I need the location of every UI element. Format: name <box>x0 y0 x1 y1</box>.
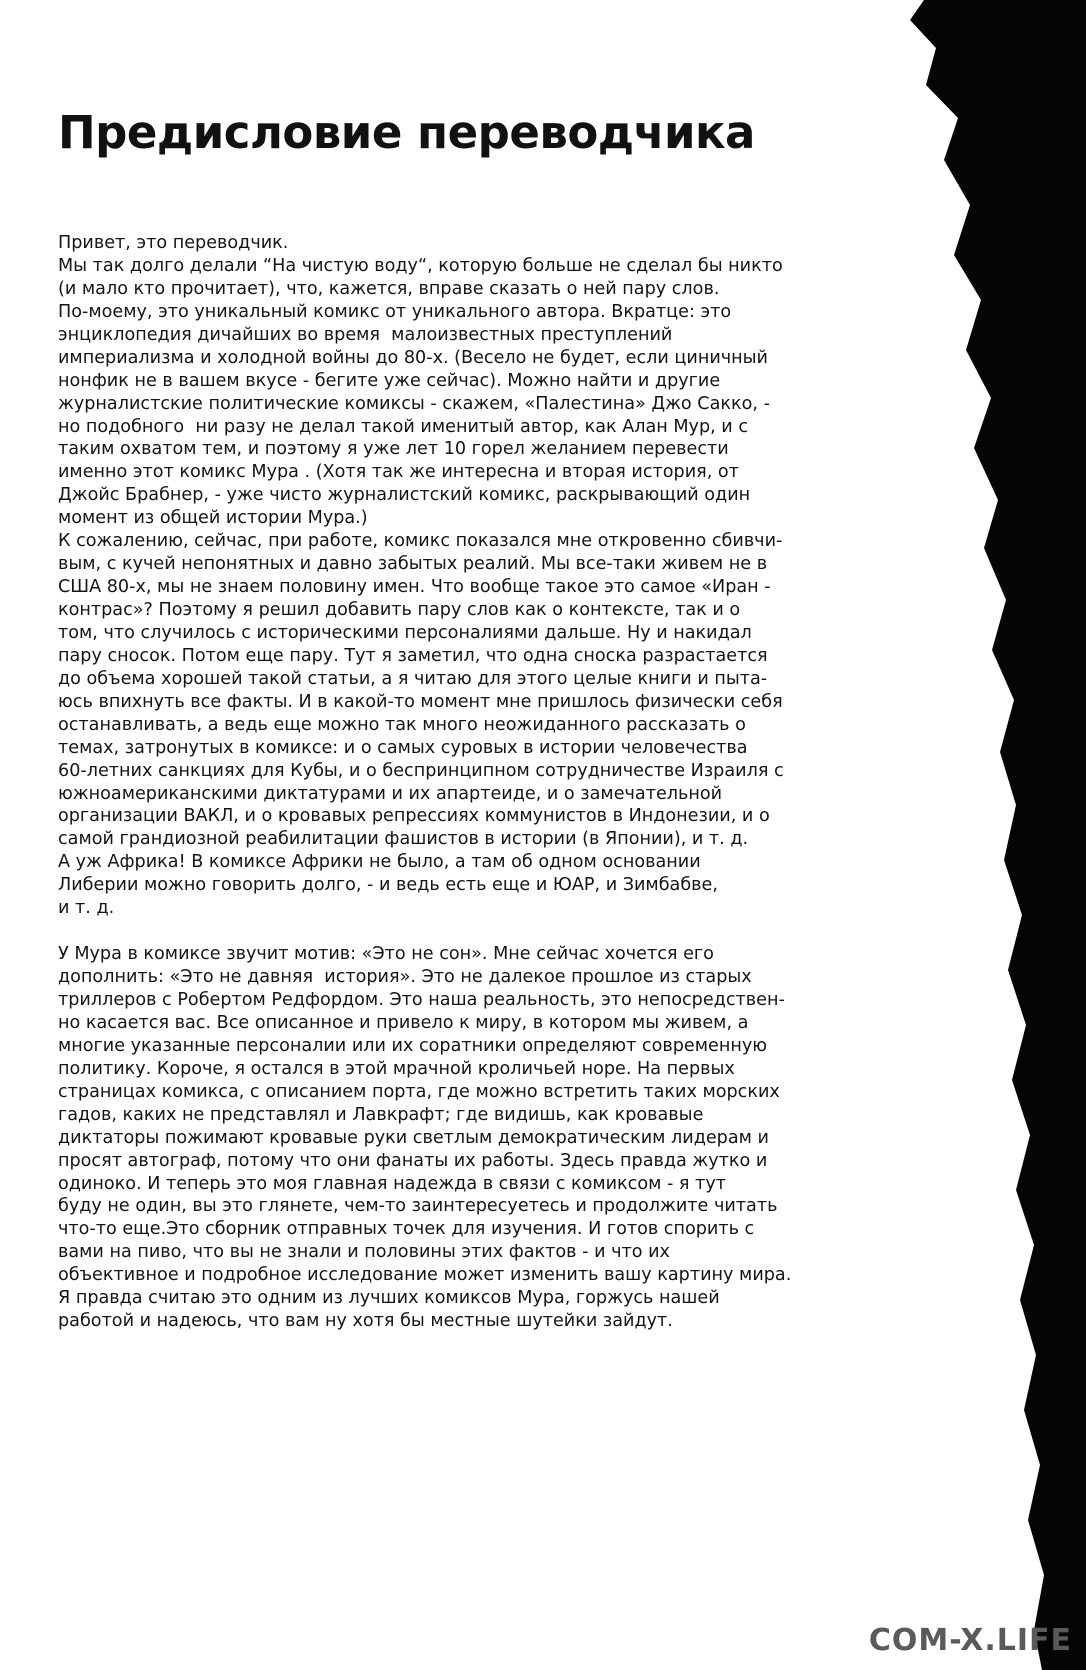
text-line: том, что случилось с историческими персоналиями дальше. Ну и накидал <box>58 622 752 643</box>
text-line: Привет, это переводчик. <box>58 233 289 253</box>
text-line: пару сносок. Потом еще пару. Тут я заметил, что одна сноска разрастается <box>58 645 768 666</box>
text-line: объективное и подробное исследование может изменить вашу картину мира. <box>58 1265 792 1286</box>
text-line: вым, с кучей непонятных и давно забытых реалий. Мы все-таки живем не в <box>58 554 768 575</box>
torn-black-edge <box>866 0 1086 1670</box>
paragraph-gap <box>58 920 848 943</box>
text-line: (и мало кто прочитает), что, кажется, вправе сказать о ней пару слов. <box>58 278 720 299</box>
text-line: контрас»? Поэтому я решил добавить пару слов как о контексте, так и о <box>58 600 741 620</box>
text-line: Мы так долго делали “На чистую воду“, которую больше не сделал бы никто <box>58 255 783 276</box>
text-line: до объема хорошей такой статьи, а я читаю для этого целые книги и пыта- <box>58 668 768 689</box>
text-line: многие указанные персоналии или их соратники определяют современную <box>58 1035 768 1056</box>
text-line: вами на пиво, что вы не знали и половины этих фактов - и что их <box>58 1242 670 1263</box>
text-line: останавливать, а ведь еще можно так много неожиданного рассказать о <box>58 714 746 735</box>
text-line: США 80-х, мы не знаем половину имен. Что вообще такое это самое «Иран - <box>58 577 771 598</box>
text-line: темах, затронутых в комиксе: и о самых суровых в истории человечества <box>58 737 748 758</box>
text-line: триллеров с Робертом Редфордом. Это наша реальность, это непосредствен- <box>58 990 785 1010</box>
page-title: Предисловие переводчика <box>58 106 755 159</box>
text-line: организации ВАКЛ, и о кровавых репрессиях коммунистов в Индонезии, и о <box>58 806 770 827</box>
text-line: Я правда считаю это одним из лучших комиксов Мура, горжусь нашей <box>58 1288 720 1309</box>
text-line: именно этот комикс Мура . (Хотя так же интересна и вторая история, от <box>58 462 739 483</box>
text-line: К сожалению, сейчас, при работе, комикс показался мне откровенно сбивчи- <box>58 531 783 552</box>
text-line: одиноко. И теперь это моя главная надежда в связи с комиксом - я тут <box>58 1173 727 1194</box>
text-line: но подобного ни разу не делал такой именитый автор, как Алан Мур, и с <box>58 416 749 437</box>
text-line: 60-летних санкциях для Кубы, и о беспринципном сотрудничестве Израиля с <box>58 760 784 781</box>
text-line: А уж Африка! В комиксе Африки не было, а там об одном основании <box>58 852 701 873</box>
text-line: что-то еще.Это сборник отправных точек для изучения. И готов спорить с <box>58 1219 755 1240</box>
site-watermark: COM-X.LIFE <box>868 1623 1072 1658</box>
text-line: дополнить: «Это не давняя история». Это не далекое прошлое из старых <box>58 967 752 988</box>
text-line: гадов, каких не представлял и Лавкрафт; где видишь, как кровавые <box>58 1104 704 1125</box>
text-line: юсь впихнуть все факты. И в какой-то момент мне пришлось физически себя <box>58 691 783 712</box>
text-line: энциклопедия дичайших во время малоизвестных преступлений <box>58 324 673 345</box>
text-line: буду не один, вы это глянете, чем-то заинтересуетесь и продолжите читать <box>58 1196 778 1217</box>
text-line: журналистские политические комиксы - скажем, «Палестина» Джо Сакко, - <box>58 393 770 414</box>
text-line: страницах комикса, с описанием порта, где можно встретить таких морских <box>58 1081 780 1102</box>
text-line: южноамериканскими диктатурами и их апартеиде, и о замечательной <box>58 783 723 804</box>
text-line: политику. Короче, я остался в этой мрачной кроличьей норе. На первых <box>58 1058 735 1079</box>
text-line: самой грандиозной реабилитации фашистов в истории (в Японии), и т. д. <box>58 829 749 850</box>
text-line: диктаторы пожимают кровавые руки светлым демократическим лидерам и <box>58 1127 769 1148</box>
text-line: момент из общей истории Мура.) <box>58 508 368 529</box>
text-line: работой и надеюсь, что вам ну хотя бы местные шутейки зайдут. <box>58 1311 673 1332</box>
text-line: По-моему, это уникальный комикс от уникального автора. Вкратце: это <box>58 301 732 322</box>
text-line: таким охватом тем, и поэтому я уже лет 10 горел желанием перевести <box>58 439 729 460</box>
text-line: просят автограф, потому что они фанаты их работы. Здесь правда жутко и <box>58 1150 768 1171</box>
text-line: но касается вас. Все описанное и привело к миру, в котором мы живем, а <box>58 1012 749 1033</box>
text-line: империализма и холодной войны до 80-х. (Весело не будет, если циничный <box>58 347 768 368</box>
preface-body-text <box>58 232 848 1333</box>
text-line: У Мура в комиксе звучит мотив: «Это не сон». Мне сейчас хочется его <box>58 944 714 965</box>
text-line: Джойс Брабнер, - уже чисто журналистский комикс, раскрывающий один <box>58 485 751 506</box>
text-line: и т. д. <box>58 898 115 919</box>
text-line: Либерии можно говорить долго, - и ведь есть еще и ЮАР, и Зимбабве, <box>58 875 718 896</box>
text-line: нонфик не в вашем вкусе - бегите уже сейчас). Можно найти и другие <box>58 370 721 391</box>
